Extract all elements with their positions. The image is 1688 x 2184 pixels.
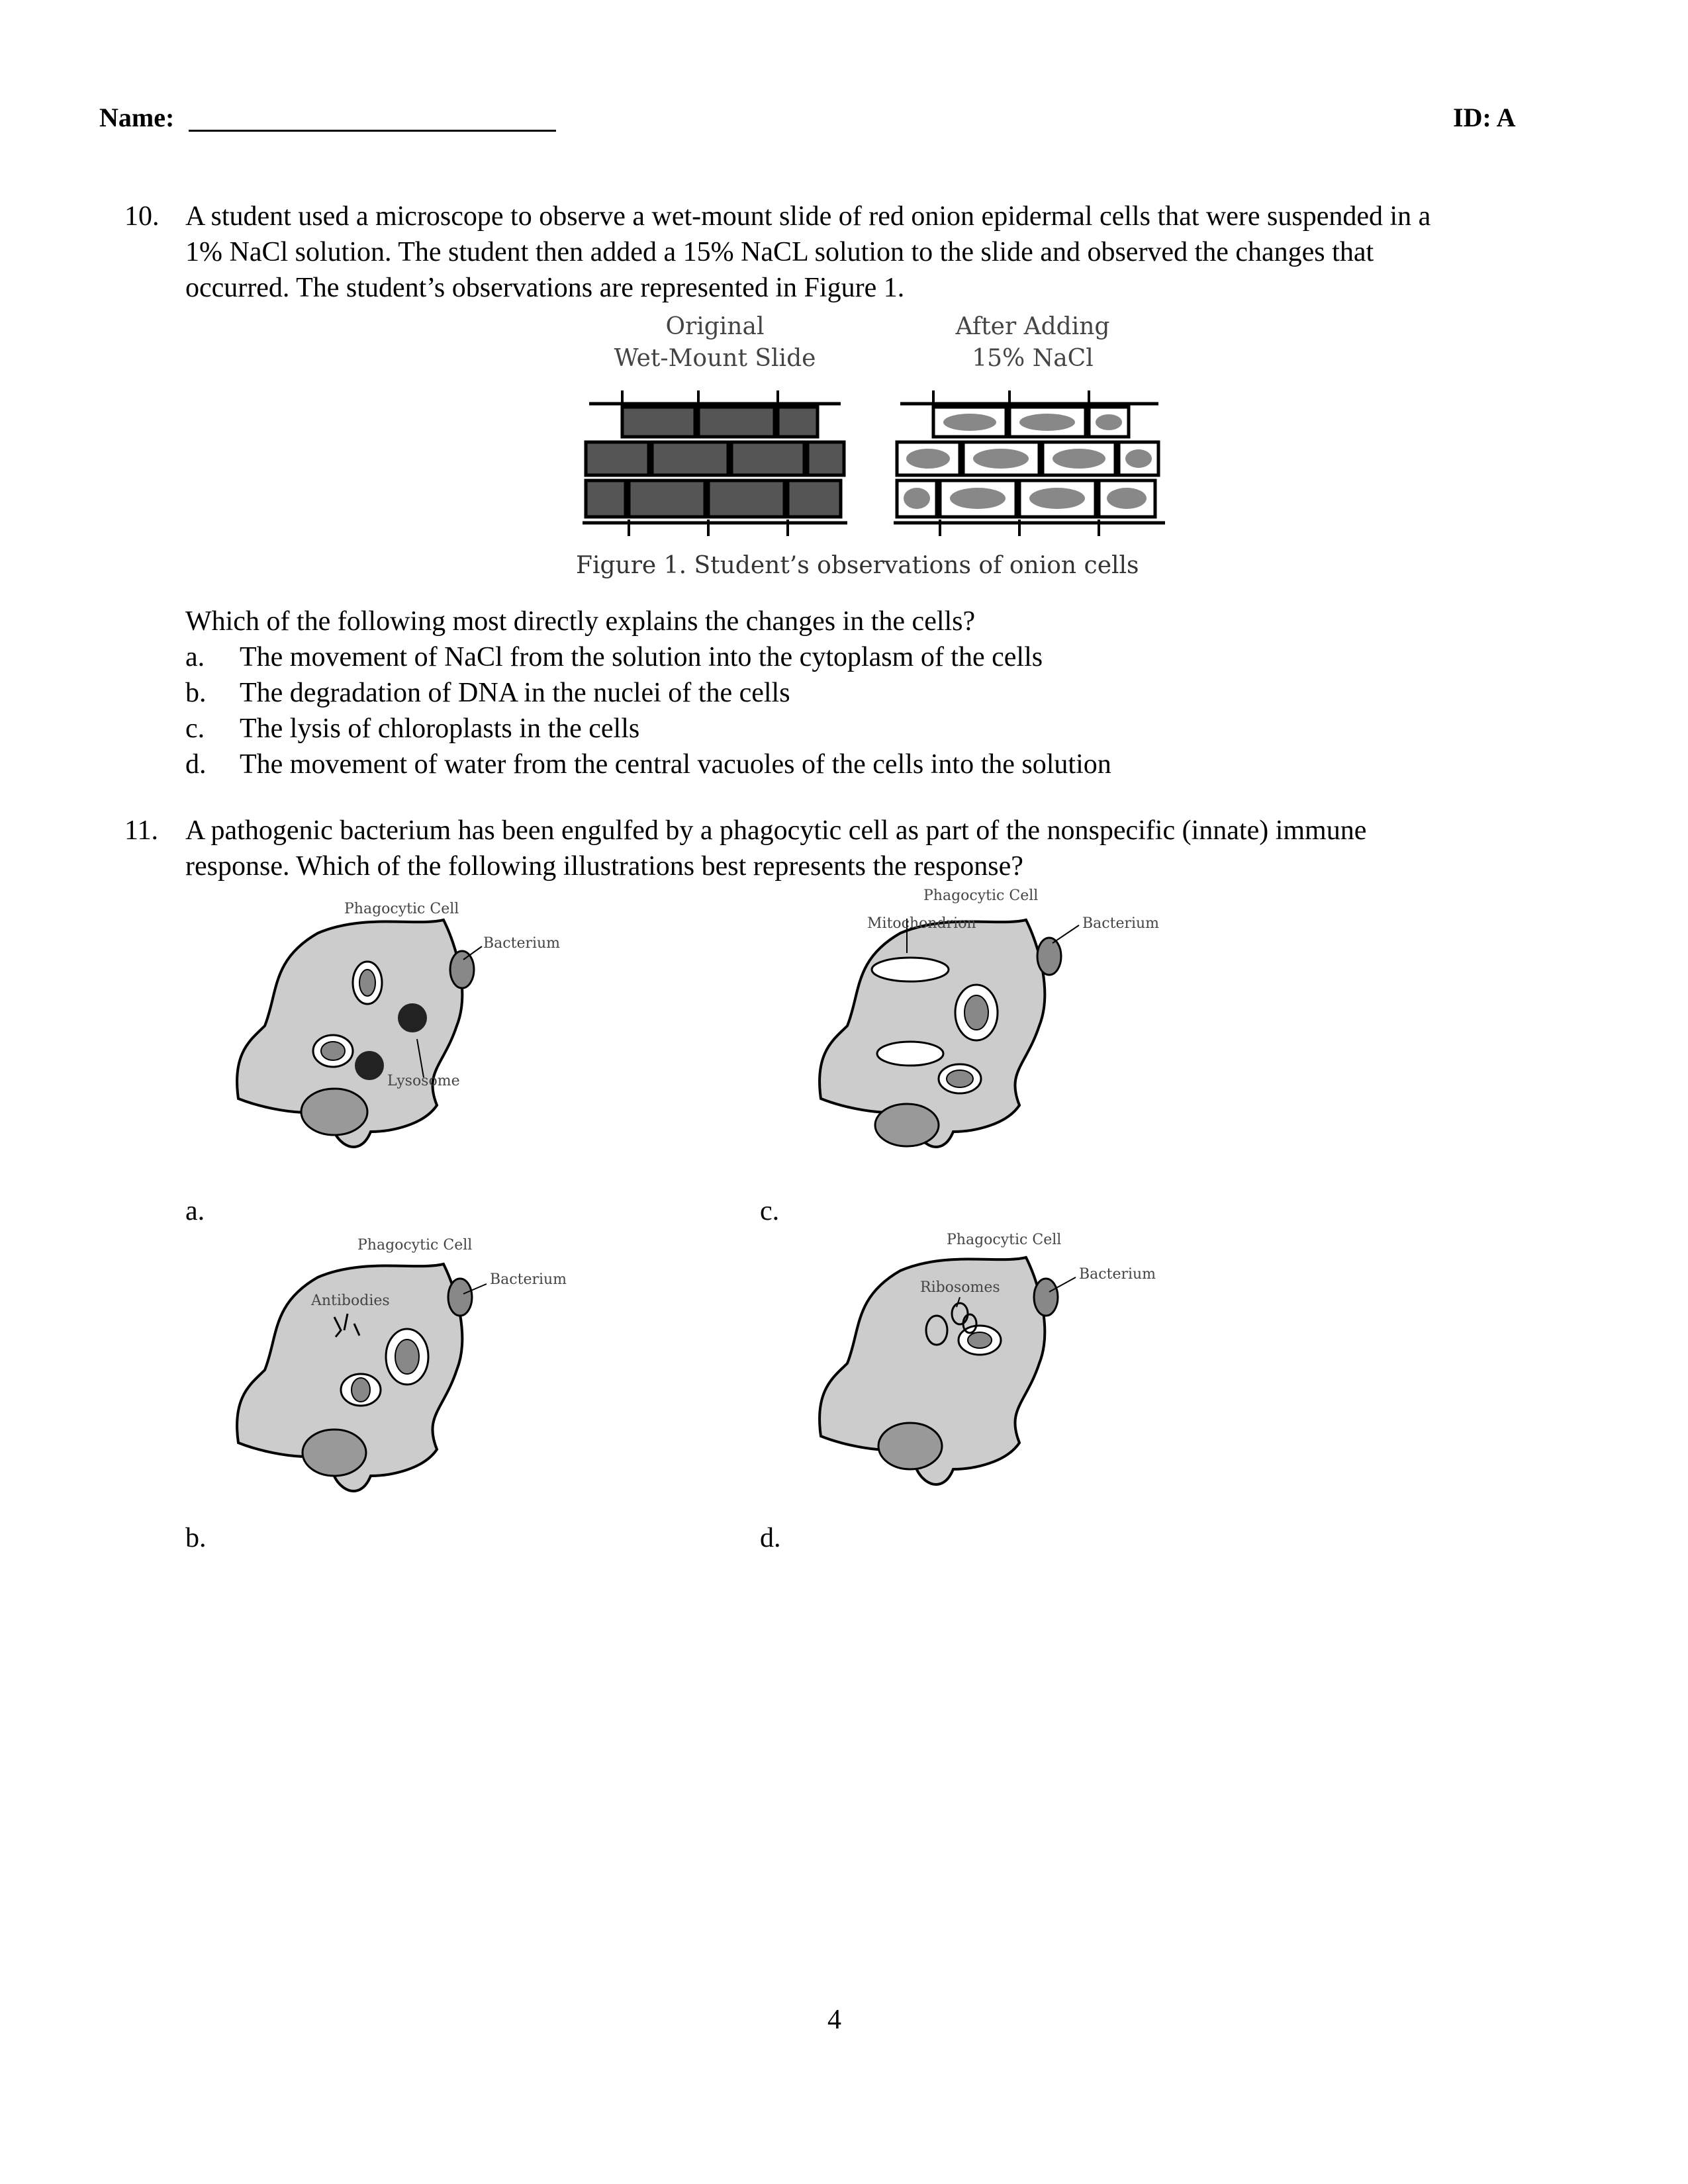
bacterium-a-entering	[450, 951, 474, 988]
q11-diagram-c[interactable]	[801, 887, 1198, 1205]
figure1-left-heading-line1: Original	[665, 313, 765, 340]
diagram-b-bacterium-label: Bacterium	[490, 1271, 567, 1288]
q11-diagram-d[interactable]	[801, 1231, 1198, 1535]
diagram-b-antibodies-label: Antibodies	[311, 1293, 390, 1309]
figure1-plasmolyzed-cells	[887, 390, 1172, 536]
diagram-d-bacterium-label: Bacterium	[1079, 1266, 1156, 1283]
mitochondrion-c2	[877, 1042, 943, 1066]
bacterium-b2	[352, 1378, 370, 1402]
diagram-a-lysosome-label: Lysosome	[387, 1073, 460, 1089]
bacterium-b1	[395, 1340, 419, 1374]
nucleus-b	[303, 1430, 366, 1476]
bacterium-c-entering	[1037, 938, 1061, 975]
id-label: ID: A	[1453, 103, 1516, 132]
lysosome-a2	[355, 1051, 384, 1080]
q10-option-a-letter: a.	[185, 642, 205, 672]
name-label: Name:	[99, 103, 175, 132]
diagram-d-ribosomes-label: Ribosomes	[920, 1279, 1000, 1296]
q10-number: 10.	[124, 201, 160, 232]
diagram-c-mitochondrion-label: Mitochondrion	[867, 915, 976, 932]
q11-diagram-b[interactable]	[225, 1231, 596, 1535]
diagram-b-title: Phagocytic Cell	[357, 1237, 473, 1253]
q11-number: 11.	[124, 815, 158, 846]
bacterium-d1	[968, 1332, 992, 1348]
q10-option-d-text[interactable]: The movement of water from the central vacuoles of the cells into the solution	[240, 749, 1111, 780]
q10-stem: Which of the following most directly explains the changes in the cells?	[185, 606, 976, 637]
page-number: 4	[827, 2005, 841, 2035]
figure1-left-heading	[596, 311, 834, 375]
bacterium-b-entering	[448, 1279, 472, 1316]
diagram-c-title: Phagocytic Cell	[923, 887, 1039, 904]
q10-line-3: occurred. The student’s observations are represented in Figure 1.	[185, 273, 905, 303]
q10-option-b-letter: b.	[185, 678, 207, 708]
bacterium-d-entering	[1034, 1279, 1058, 1316]
q11-option-b-letter[interactable]: b.	[185, 1523, 207, 1553]
q10-option-a-text[interactable]: The movement of NaCl from the solution into the cytoplasm of the cells	[240, 642, 1043, 672]
q10-option-b-text[interactable]: The degradation of DNA in the nuclei of the cells	[240, 678, 790, 708]
q10-line-2: 1% NaCl solution. The student then added a 15% NaCL solution to the slide and observed the changes that	[185, 237, 1374, 267]
nucleus-d	[878, 1423, 942, 1469]
bacterium-c2	[947, 1070, 973, 1087]
q11-line-1: A pathogenic bacterium has been engulfed by a phagocytic cell as part of the nonspecific (innate) immune	[185, 815, 1367, 846]
figure1-right-heading	[923, 311, 1142, 375]
q10-option-c-text[interactable]: The lysis of chloroplasts in the cells	[240, 713, 640, 744]
q10-option-c-letter: c.	[185, 713, 205, 744]
figure1-caption: Figure 1. Student’s observations of onion cells	[576, 552, 1139, 579]
bacterium-c1	[964, 995, 988, 1030]
diagram-a-bacterium-label: Bacterium	[483, 935, 561, 952]
mitochondrion-c1	[872, 958, 949, 981]
q11-option-c-letter[interactable]: c.	[760, 1196, 780, 1226]
diagram-d-title: Phagocytic Cell	[947, 1232, 1062, 1248]
q11-option-a-letter[interactable]: a.	[185, 1196, 205, 1226]
diagram-c-bacterium-label: Bacterium	[1082, 915, 1160, 932]
q10-line-1: A student used a microscope to observe a wet-mount slide of red onion epidermal cells that were suspended in a	[185, 201, 1431, 232]
q10-option-d-letter: d.	[185, 749, 207, 780]
bacterium-a2	[321, 1042, 345, 1060]
q11-line-2: response. Which of the following illustrations best represents the response?	[185, 851, 1023, 882]
bacterium-a1	[359, 970, 375, 996]
diagram-a-title: Phagocytic Cell	[344, 901, 459, 917]
figure1-left-heading-line2: Wet-Mount Slide	[614, 345, 816, 372]
nucleus-a	[301, 1089, 367, 1135]
name-field-line[interactable]	[189, 130, 556, 132]
figure1-original-cells	[576, 390, 854, 536]
lysosome-a1	[398, 1003, 427, 1032]
nucleus-c	[875, 1104, 939, 1146]
figure1-right-heading-line1: After Adding	[955, 313, 1110, 340]
figure1-right-heading-line2: 15% NaCl	[972, 345, 1094, 372]
q11-diagram-a[interactable]	[225, 900, 561, 1205]
q11-option-d-letter[interactable]: d.	[760, 1523, 781, 1553]
